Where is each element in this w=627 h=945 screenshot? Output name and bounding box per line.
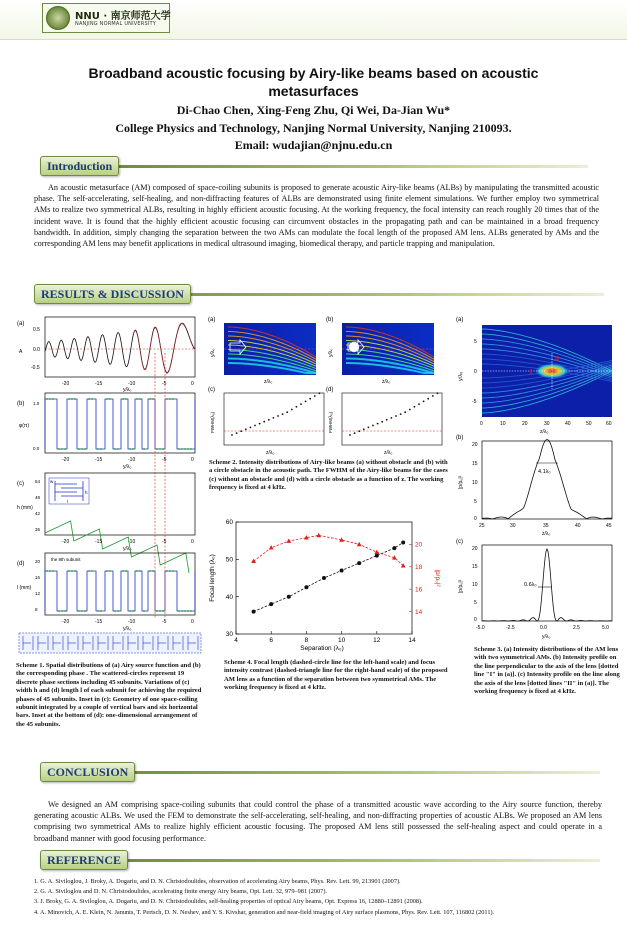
y-label-a: y/λ₀: [458, 371, 464, 381]
x-label-a: z/λ₀: [540, 429, 549, 435]
scheme3-figure: [452, 313, 622, 643]
y-label-d: l (mm): [17, 585, 32, 591]
reference-item: 4. A. Minovich, A. E. Klein, N. Janunts, T. Pertsch, D. N. Neshev, and Y. S. Kivshar, generation and near-field imaging of Airy surface plasmons, Phys. Rev. Lett. 107, 116802 (2011).: [34, 908, 495, 916]
line-label-II: II: [555, 356, 559, 363]
svg-text:0: 0: [191, 457, 194, 463]
svg-text:-5: -5: [162, 619, 167, 625]
transverse-profile-curve: [482, 549, 612, 621]
focal-length-chart: [206, 514, 446, 654]
svg-text:5: 5: [474, 499, 477, 505]
ytick: 20: [35, 559, 41, 564]
svg-text:-5.0: -5.0: [476, 625, 485, 631]
panel-label-d: (d): [17, 561, 25, 567]
ytick: 36: [35, 527, 41, 532]
fwhm-label-d: FWHM(λ₀): [328, 411, 333, 433]
svg-text:30: 30: [510, 523, 516, 529]
y-tick-label: 50: [225, 556, 233, 564]
data-point: [375, 554, 379, 558]
x-tick-label: 10: [337, 637, 346, 644]
inset-label-l: l: [67, 499, 68, 504]
data-point: [401, 563, 406, 567]
introduction-text: An acoustic metasurface (AM) composed of space-coiling subunits is proposed to generate acoustic Airy-like beams (ALBs) by manipulating the transmitted acoustic phase. The self-accelerating, self-healing, and non-diffracting features of ALBs are demonstrated using finite element simulations. We further employ two symmetrical AMs to realize two symmetrical ALBs, resulting in highly efficient acoustic focusing. At the working frequency, the focal intensity can reach roughly 20 times that of the incident wave. It is found that the highly efficient acoustic focusing can circumvent obstacles in the propagating path and can be maintained in a broad frequency bandwidth. In addition, simply changing the separation between the two AMs can modulate the focal length of the proposed AM lens. ALBs generated by AMs and the corresponding AM lens may benefit applications in medical ultrasound imaging, biomedical therapy, and particle trapping and manipulation.: [34, 183, 599, 249]
svg-text:60: 60: [606, 421, 612, 427]
svg-text:-5: -5: [162, 381, 167, 387]
seal-icon: [46, 6, 70, 30]
panel-label-b: (b): [456, 435, 464, 441]
svg-text:45: 45: [606, 523, 612, 529]
y-label-b: φ(π): [19, 423, 30, 429]
data-point: [251, 559, 256, 563]
svg-text:-20: -20: [62, 457, 70, 463]
title-line-1: Broadband acoustic focusing by Airy-like beams based on acoustic: [88, 65, 539, 81]
svg-text:0: 0: [474, 617, 477, 623]
axial-profile-curve: [482, 440, 612, 519]
svg-text:-10: -10: [128, 457, 136, 463]
data-point: [392, 546, 396, 550]
data-point: [269, 545, 274, 549]
svg-text:-2.5: -2.5: [506, 625, 515, 631]
y-right-tick-label: 18: [415, 564, 423, 571]
svg-text:0: 0: [474, 516, 477, 522]
section-results: [34, 284, 604, 304]
svg-text:-20: -20: [62, 619, 70, 625]
inset-label-h: h: [85, 490, 88, 495]
data-point: [269, 602, 273, 606]
svg-text:0: 0: [474, 369, 477, 375]
x-tick-label: 4: [234, 637, 238, 644]
y-right-tick-label: 20: [415, 541, 423, 549]
axes-frame: [45, 317, 195, 377]
ytick: 54: [35, 479, 41, 484]
series-line: [254, 543, 404, 612]
x-tick-label: 6: [269, 637, 274, 644]
svg-text:-5: -5: [162, 457, 167, 463]
y-label-b: |p/p₀|²: [458, 475, 464, 489]
data-point: [357, 561, 361, 565]
svg-text:50: 50: [586, 421, 592, 427]
reference-item: 2. G. A. Siviloglou and D. N. Christodoulides, accelerating finite energy Airy beams, Opt. Lett. 32, 979–981 (2007).: [34, 888, 327, 896]
data-point: [322, 576, 326, 580]
panel-label-b: (b): [17, 401, 25, 407]
line-label-I: I: [530, 369, 532, 376]
svg-text:-5: -5: [162, 539, 167, 545]
fwhm-label-c: FWHM(λ₀): [210, 411, 215, 433]
axes-frame: [45, 393, 195, 453]
phase-dots: [46, 398, 192, 450]
y-label-a: y/λ₀: [210, 348, 216, 357]
x-ticks-b: [479, 523, 612, 529]
ytick: 1.0: [33, 401, 40, 406]
title-line-2: metasurfaces: [268, 83, 359, 99]
y-ticks-a: [472, 339, 477, 405]
panel-label-a: (a): [17, 321, 25, 327]
data-point: [286, 538, 291, 542]
y-right-tick-label: 14: [415, 608, 423, 616]
phase-curve: [45, 399, 195, 449]
y-tick-label: 60: [225, 519, 233, 527]
width-h-curve: [45, 521, 189, 573]
svg-text:-15: -15: [95, 381, 103, 387]
y-label-c: |p/p₀|²: [458, 579, 464, 593]
data-point: [252, 610, 256, 614]
y-label-a: A: [19, 349, 23, 355]
scheme2-figure: [206, 313, 446, 458]
x-label-b: z/λ₀: [542, 531, 551, 537]
y-label-b: y/λ₀: [328, 348, 334, 357]
svg-text:15: 15: [472, 461, 478, 467]
affiliation: College Physics and Technology, Nanjing Normal University, Nanjing 210093.: [115, 121, 512, 135]
fwhm-dots-c: [231, 392, 320, 436]
data-point: [304, 585, 308, 589]
scheme4-figure: [206, 514, 446, 654]
length-l-dots: [46, 570, 192, 612]
section-title: RESULTS & DISCUSSION: [34, 284, 191, 304]
scheme4-caption: Scheme 4. Focal length (dashed-circle line for the left-hand scale) and focus intensity contrast (dashed-triangle line for the right-hand scale) of the proposed AM lens as a function of the separation between two symmetrical AMs. The working frequency is fixed at 4 kHz.: [224, 659, 448, 692]
panel-label-d: (d): [326, 387, 334, 393]
ytick: 0.0: [33, 446, 40, 451]
svg-text:-20: -20: [62, 381, 70, 387]
panel-label-c: (c): [17, 481, 24, 487]
panel-label-b: (b): [326, 317, 334, 323]
section-reference: [40, 850, 600, 870]
scheme2-caption: Scheme 2. Intensity distributions of Airy-like beams (a) without obstacle and (b) with a circle obstacle in the acoustic path. The FWHM of the Airy-like beams for the cases (c) without an obstacle and (d) with a circle obstacle as a function of z. The working frequency is fixed at 4 kHz.: [209, 459, 448, 492]
x-ticks-c: [62, 539, 194, 545]
svg-text:-10: -10: [128, 539, 136, 545]
chart-x-label: Separation (λ₀): [300, 645, 344, 652]
svg-text:0: 0: [191, 539, 194, 545]
data-point: [340, 569, 344, 573]
x-label-b: y/λ₀: [123, 464, 132, 470]
svg-text:0: 0: [480, 421, 483, 427]
ytick: 0.5: [33, 327, 40, 333]
ytick: -0.5: [31, 365, 40, 371]
z-label-c: z/λ₀: [266, 450, 275, 456]
panel-label-a: (a): [208, 317, 216, 323]
chart-y-label-right: |p/p₀|²: [434, 569, 441, 587]
svg-text:35: 35: [543, 523, 549, 529]
svg-text:10: 10: [472, 480, 478, 486]
x-label-c: y/λ₀: [542, 634, 551, 640]
svg-text:20: 20: [472, 546, 478, 552]
y-label-c: h (mm): [17, 505, 33, 511]
scheme3-caption: Scheme 3. (a) Intensity distributions of the AM lens with two symmetrical AMs. (b) Intensity profile on the line perpendicular to the axis of the lens [dotted line "I" in (a)]. (c) Intensity profile on the line along the axis of the lens [dotted lines "II" in (a)]. The working frequency is fixed at 4 kHz.: [474, 646, 620, 696]
svg-text:20: 20: [522, 421, 528, 427]
reference-item: 3. J. Broky, G. A. Siviloglou, A. Dogariu, and D. N. Christodoulides, self-healing properties of optical Airy beams, Opt. Express 16, 12880–12891 (2008).: [34, 898, 423, 906]
svg-text:30: 30: [544, 421, 550, 427]
y-tick-label: 30: [225, 631, 233, 639]
section-title: CONCLUSION: [40, 762, 135, 782]
inset-label-w: w: [50, 479, 54, 484]
data-point: [357, 542, 362, 546]
svg-text:5: 5: [474, 600, 477, 606]
x-tick-label: 14: [408, 637, 416, 644]
panel-label-c: (c): [456, 539, 463, 545]
data-point: [316, 533, 321, 537]
x-ticks-a: [480, 421, 612, 427]
section-title: Introduction: [40, 156, 119, 176]
z-label-d: z/λ₀: [384, 450, 393, 456]
fwhm-annotation-b: 4.1λ₀: [538, 469, 551, 475]
svg-text:15: 15: [472, 564, 478, 570]
panel-label-a: (a): [456, 317, 464, 323]
section-conclusion: [40, 762, 600, 782]
header-band: [0, 0, 627, 40]
y-ticks-c: [472, 546, 478, 623]
series-line: [254, 535, 404, 565]
axes-frame-c: [482, 545, 612, 621]
section-title: REFERENCE: [40, 850, 128, 870]
poster-title: [40, 64, 587, 100]
svg-text:0: 0: [191, 381, 194, 387]
x-ticks-d: [62, 619, 194, 625]
section-introduction: [40, 156, 588, 176]
x-tick-label: 8: [304, 637, 309, 644]
logo-main-text: NNU · 南京师范大学: [75, 11, 171, 22]
x-label-a: y/λ₀: [123, 387, 132, 393]
svg-text:5.0: 5.0: [602, 625, 609, 631]
svg-text:40: 40: [575, 523, 581, 529]
authors: Di-Chao Chen, Xing-Feng Zhu, Qi Wei, Da-Jian Wu*: [176, 103, 451, 117]
ytick: 12: [35, 591, 41, 596]
z-label-a: z/λ₀: [264, 379, 273, 385]
x-tick-label: 12: [373, 637, 381, 644]
axes-frame: [45, 553, 195, 615]
svg-text:20: 20: [472, 442, 478, 448]
chart-ticks: [226, 519, 423, 644]
circle-obstacle: [349, 342, 359, 352]
section-bar: [40, 165, 588, 168]
y-right-tick-label: 16: [415, 586, 423, 594]
email: Email: wudajian@njnu.edu.cn: [234, 138, 393, 152]
logo-sub-text: NANJING NORMAL UNIVERSITY: [75, 21, 156, 27]
svg-text:-15: -15: [95, 619, 103, 625]
svg-text:-15: -15: [95, 539, 103, 545]
svg-text:5: 5: [474, 339, 477, 345]
y-tick-label: 40: [225, 593, 233, 601]
axes-frame-c: [224, 393, 324, 445]
svg-text:0.0: 0.0: [540, 625, 547, 631]
svg-text:10: 10: [472, 582, 478, 588]
x-ticks-c: [476, 625, 609, 631]
ninth-subunit-annotation: the 9th subunit: [51, 557, 81, 562]
ytick: 0.0: [33, 347, 40, 353]
svg-text:10: 10: [500, 421, 506, 427]
y-ticks-b: [472, 442, 478, 522]
scheme1-caption: Scheme 1. Spatial distributions of (a) Airy source function and (b) the corresponding phase . The scattered-circles represent 19 discrete phase sections including 45 subunits. Variations of (c) width h and (d) length l of each subunit for achieving the required phases of 45 subunits. Inset in (c): Geometry of one space-coiling subunit integrated by a couple of vertical bars and six horizontal bars. Inset at the bottom of (d): one-dimensional arrangement of the 45 subunits.: [16, 662, 202, 728]
chart-y-label-left: Focal length (λ₀): [209, 554, 216, 602]
ytick: 42: [35, 511, 41, 516]
reference-list: [34, 877, 609, 918]
scheme1-figure: [15, 313, 205, 658]
svg-text:2.5: 2.5: [573, 625, 580, 631]
fwhm-dots-d: [349, 392, 438, 436]
svg-text:0: 0: [191, 619, 194, 625]
svg-text:-10: -10: [128, 619, 136, 625]
svg-text:25: 25: [479, 523, 485, 529]
svg-text:-15: -15: [95, 457, 103, 463]
data-point: [287, 595, 291, 599]
x-label-c: y/λ₀: [123, 546, 132, 552]
length-l-curve: [45, 571, 195, 611]
svg-text:-20: -20: [62, 539, 70, 545]
x-ticks-b: [62, 457, 194, 463]
x-label-d: y/λ₀: [123, 626, 132, 632]
ytick: 16: [35, 575, 41, 580]
conclusion-text: We designed an AM comprising space-coiling subunits that could control the phase of a transmitted acoustic wave according to the Airy source function, thereby generating acoustic ALBs. We used the FEM to demonstrate the self-accelerating, self-healing, and non-diffracting properties of acoustic ALBs. We proposed an AM lens comprising two symmetrical AMs to realize highly efficient acoustic focusing. The proposed AM lens still possessed the self-healing aspect and could operate in a broadband manner with good focusing performance.: [34, 800, 602, 843]
chart-series: [251, 533, 405, 614]
data-point: [401, 541, 405, 545]
svg-text:40: 40: [565, 421, 571, 427]
panel-label-c: (c): [208, 387, 215, 393]
ytick: 48: [35, 495, 41, 500]
ytick: 8: [35, 607, 38, 612]
fwhm-annotation-c: 0.6λ₀: [524, 582, 537, 588]
axes-frame-d: [342, 393, 442, 445]
reference-item: 1. G. A. Siviloglou, J. Broky, A. Dogariu, and D. N. Christodoulides, observation of accelerating Airy beams, Phys. Rev. Lett. 99, 213901 (2007).: [34, 878, 401, 885]
airy-curve: [45, 323, 195, 373]
svg-text:-5: -5: [472, 399, 477, 405]
svg-text:-10: -10: [128, 381, 136, 387]
z-label-b: z/λ₀: [382, 379, 391, 385]
university-logo: [42, 3, 170, 33]
axes-frame-b: [482, 441, 612, 519]
